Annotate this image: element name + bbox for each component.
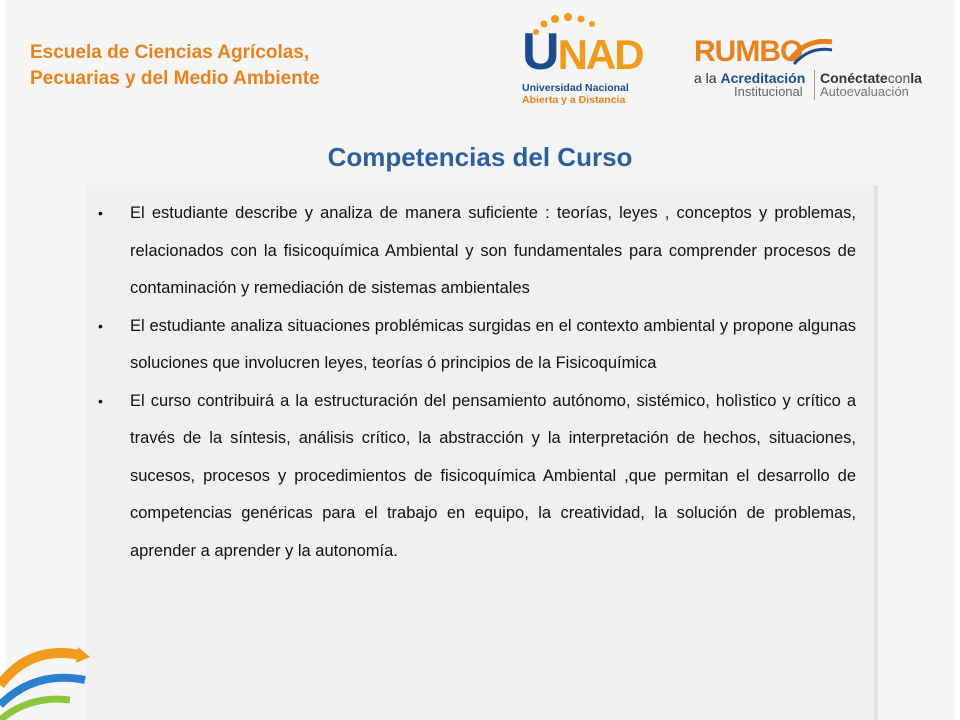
unad-line-1: Universidad Nacional	[522, 82, 629, 94]
rumbo-logo	[690, 36, 930, 106]
rumbo-prefix: a la	[694, 70, 721, 86]
rumbo-separator	[814, 70, 815, 100]
unad-u: U	[522, 23, 558, 81]
rumbo-swoosh-icon	[786, 36, 836, 66]
competencia-text: El curso contribuirá a la estructuración del pensamiento autónomo, sistémico, holìstico y crítico a través de la síntesis, análisis crítico, la abstracción y la interpretación de hechos, situaciones, sucesos, procesos y procedimientos de fisicoquímica Ambiental ,que permitan el desarrollo de competencias genéricas para el trabajo en equipo, la creatividad, la solución de problemas, aprender a aprender y la autonomía.	[130, 391, 856, 560]
competencia-text: El estudiante analiza situaciones problémicas surgidas en el contexto ambiental y propone algunas soluciones que involucren leyes, teorías ó principios de la Fisicoquímica	[130, 316, 856, 372]
rumbo-acreditacion: Acreditación	[720, 70, 806, 86]
competencia-text: El estudiante describe y analiza de manera suficiente : teorías, leyes , conceptos y problemas, relacionados con la fisicoquímica Ambiental y son fundamentales para comprender procesos de contaminación y remediación de sistemas ambientales	[130, 204, 856, 297]
rumbo-conectate: Conéctate	[820, 70, 888, 86]
rumbo-line-2: Institucional	[734, 84, 803, 99]
decorative-arrows-icon	[0, 625, 90, 720]
rumbo-word: RUMBO	[694, 35, 803, 68]
bullet-icon: •	[98, 205, 103, 221]
bullet-icon: •	[98, 392, 103, 409]
school-line-1: Escuela de Ciencias Agrícolas,	[30, 42, 310, 63]
page-title: Competencias del Curso	[327, 142, 633, 172]
rumbo-la: la	[910, 70, 922, 86]
rumbo-right-line-2: Autoevaluación	[820, 84, 909, 99]
unad-wordmark	[522, 23, 643, 81]
bullet-icon: •	[98, 317, 103, 334]
unad-line-2: Abierta y a Distancia	[522, 94, 626, 106]
unad-nad: NAD	[557, 31, 643, 78]
list-item	[86, 308, 856, 383]
unad-subtitle	[522, 82, 629, 106]
competencias-box	[86, 185, 878, 720]
unad-logo	[518, 12, 650, 112]
school-line-2: Pecuarias y del Medio Ambiente	[30, 68, 320, 89]
competencias-list	[86, 195, 856, 570]
school-name	[30, 40, 320, 92]
rumbo-con: con	[887, 70, 911, 86]
list-item	[86, 383, 856, 571]
list-item	[86, 195, 856, 308]
